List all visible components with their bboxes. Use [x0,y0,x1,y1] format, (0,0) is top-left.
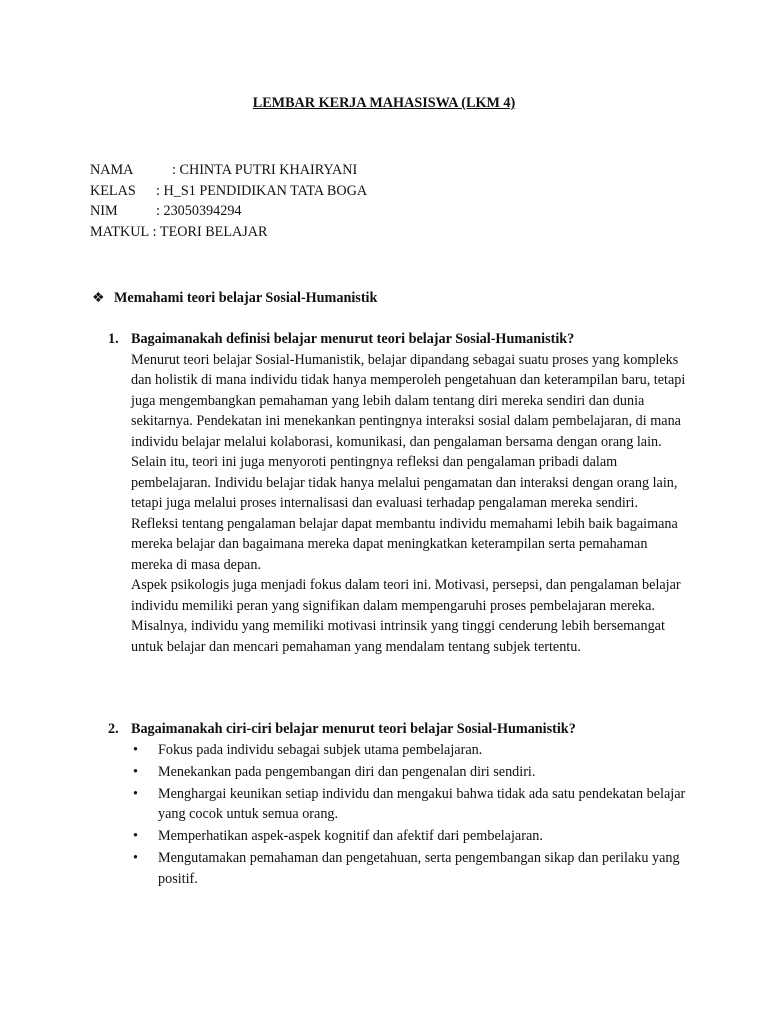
question-2-heading [108,719,688,740]
info-row-nim [90,201,367,222]
info-label: NIM [90,203,118,219]
answer-paragraph: Selain itu, teori ini juga menyoroti pentingnya refleksi dan pengalaman pribadi dalam pembelajaran. Individu belajar tidak hanya melalui pengamatan dan interaksi dengan orang lain, tetapi juga melalui proses internalisasi dan evaluasi terhadap pengalaman mereka sendiri. Refleksi tentang pengalaman belajar dapat membantu individu memahami lebih baik bagaimana mereka belajar dan bagaimana mereka dapat meningkatkan keterampilan serta pemahaman mereka di masa depan. [131,454,678,573]
section-heading [92,288,377,309]
question-number: 2. [108,721,119,737]
question-1-heading [108,329,688,350]
bullet-dot-icon: • [133,828,138,844]
info-row-kelas [90,181,367,202]
bullet-dot-icon: • [133,785,138,802]
info-value: : TEORI BELAJAR [152,223,268,240]
answer-paragraph: Menurut teori belajar Sosial-Humanistik, belajar dipandang sebagai suatu proses yang kompleks dan holistik di mana individu tidak hanya memperoleh pengetahuan dan keterampilan baru, tetapi juga mengembangkan pemahaman yang lebih dalam tentang diri mereka sendiri dan dunia sekitarnya. Pendekatan ini menekankan pentingnya interaksi sosial dalam pembelajaran, di mana individu belajar melalui kolaborasi, komunikasi, dan pengalaman bersama dengan orang lain. [131,351,686,450]
question-number: 1. [108,331,119,347]
list-item [133,762,688,783]
list-item [133,740,688,761]
bullet-dot-icon: • [133,850,138,866]
student-info [90,160,367,242]
list-item-text: Menekankan pada pengembangan diri dan pengenalan diri sendiri. [158,763,536,780]
answer-paragraph: Aspek psikologis juga menjadi fokus dalam teori ini. Motivasi, persepsi, dan pengalaman belajar individu memiliki peran yang signifikan dalam mempengaruhi proses pembelajaran mereka. Misalnya, individu yang memiliki motivasi intrinsik yang tinggi cenderung lebih bersemangat untuk belajar dan mencari pemahaman yang mendalam tentang subjek tertentu. [131,577,681,655]
info-value: : CHINTA PUTRI KHAIRYANI [172,162,358,178]
list-item [133,784,688,825]
question-1-answer [131,350,688,658]
bullet-dot-icon: • [133,763,138,780]
section-heading-text: Memahami teori belajar Sosial-Humanistik [114,290,378,306]
list-item-text: Mengutamakan pemahaman dan pengetahuan, serta pengembangan sikap dan perilaku yang positif. [158,850,680,887]
info-value: : H_S1 PENDIDIKAN TATA BOGA [156,182,368,199]
info-row-nama [90,160,367,181]
info-row-matkul [90,222,367,243]
info-label: KELAS [90,182,136,199]
list-item-text: Fokus pada individu sebagai subjek utama pembelajaran. [158,741,483,758]
info-value: : 23050394294 [156,203,242,219]
list-item-text: Memperhatikan aspek-aspek kognitif dan afektif dari pembelajaran. [158,828,543,844]
question-2 [108,719,688,891]
info-label: MATKUL [90,223,150,240]
list-item-text: Menghargai keunikan setiap individu dan mengakui bahwa tidak ada satu pendekatan belajar yang cocok untuk semua orang. [158,785,686,822]
bullet-dot-icon: • [133,741,138,758]
question-text: Bagaimanakah ciri-ciri belajar menurut teori belajar Sosial-Humanistik? [131,721,576,737]
answer-bullet-list [108,740,688,890]
question-1 [108,329,688,657]
question-text: Bagaimanakah definisi belajar menurut teori belajar Sosial-Humanistik? [131,331,575,347]
list-item [133,826,688,847]
list-item [133,848,688,889]
info-label: NAMA [90,162,134,178]
diamond-bullet-icon: ❖ [92,290,105,306]
document-title: LEMBAR KERJA MAHASISWA (LKM 4) [252,95,516,111]
